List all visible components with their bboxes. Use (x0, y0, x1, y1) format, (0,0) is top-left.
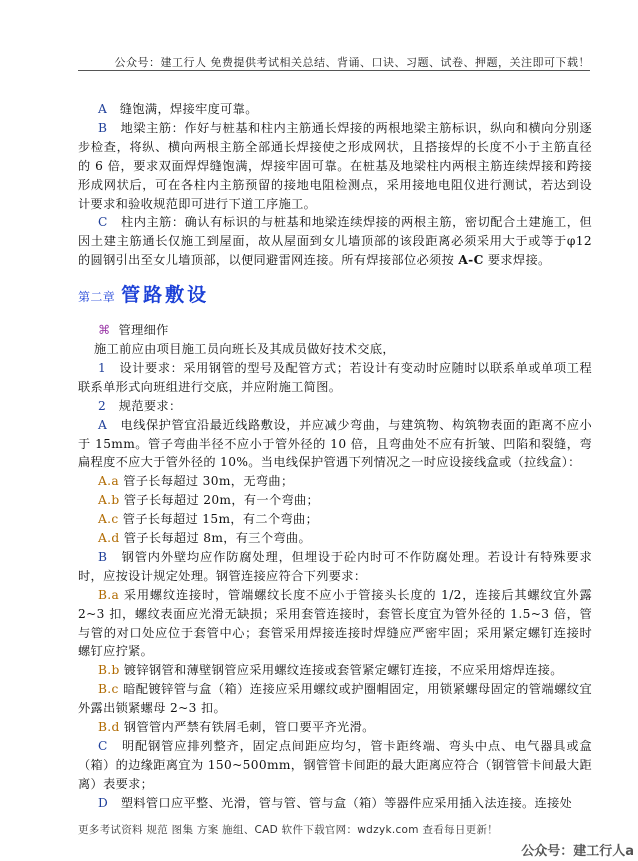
item-label: B.d (98, 720, 120, 735)
rule-b-item (78, 718, 592, 737)
item-label: A (98, 102, 108, 116)
rule-c (78, 737, 592, 794)
item-text: 柱内主筋：确认有标识的与桩基和地梁连续焊接的两根主筋，密切配合土建施工，但因土建主筋通长仅施工到屋面，故从屋面到女儿墙顶部的该段距离必须采用大于或等于φ12 的圆钢引出至女儿墙顶部，以便同避雷网连接。所有焊接部位必须按 (78, 215, 592, 268)
item-label: D (98, 795, 109, 810)
rule-b-item (78, 586, 592, 662)
item-text: 缝饱满，焊接牢度可靠。 (119, 102, 258, 116)
intro-paragraph: 施工前应由项目施工员向班长及其成员做好技术交底， (94, 341, 395, 356)
document-body (78, 100, 592, 813)
item-label: 2 (98, 398, 107, 413)
item-label: 1 (98, 360, 107, 375)
item-text: 设计要求：采用钢管的型号及配管方式；若设计有变动时应随时以联系单或单项工程联系单形式向班组进行交底，并应附施工简图。 (78, 360, 592, 394)
rule-d (78, 794, 592, 813)
item-text: 电线保护管宜沿最近线路敷设，并应减少弯曲，与建筑物、构筑物表面的距离不应小于 15mm。管子弯曲半径不应小于管外径的 10 倍，且弯曲处不应有折皱、凹陷和裂缝，弯扁程度不应大于管外径的 10%。当电线保护管遇下列情况之一时应设接线盒或（拉线盒）： (78, 417, 592, 470)
item-label: B.b (98, 663, 120, 678)
item-text: 要求焊接。 (483, 253, 551, 268)
rule-a-item (78, 491, 592, 510)
requirement-1 (78, 359, 592, 397)
item-label: B.a (98, 587, 120, 602)
item-label: A.b (98, 493, 120, 508)
item-text: 地梁主筋：作好与桩基和柱内主筋通长焊接的两根地梁主筋标识，纵向和横向分别逐步检查，将纵、横向两根主筋全部通长焊接使之形成网状，且搭接焊的长度不小于主筋直径的 6 倍，要求双面焊焊缝饱满，焊接牢固可靠。在桩基及地梁柱内两根主筋连续焊接和跨接形成网状后，可在各柱内主筋预留的接地电阻检测点，采用接地电阻仪进行测试，若达到设计要求和验收规范即可进行下道工序施工。 (78, 120, 592, 211)
paragraph-a (78, 100, 592, 119)
item-label: B (98, 549, 108, 564)
item-label: A.c (98, 512, 119, 527)
header-divider (78, 70, 590, 71)
chapter-heading (78, 286, 592, 307)
item-text: 管子长每超过 15m，有二个弯曲； (122, 512, 319, 527)
watermark: 公众号：建工行人a (521, 844, 634, 859)
item-text: 明配钢管应排列整齐，固定点间距应均匀，管卡距终端、弯头中点、电气器具或盒（箱）的边缘距离宜为 150~500mm，钢管管卡间距的最大距离应符合（钢管管卡间最大距离）表要求； (78, 739, 592, 791)
rule-b-item (78, 661, 592, 680)
rule-a-item (78, 510, 592, 529)
item-label: A (98, 417, 108, 432)
item-label: C (98, 739, 108, 753)
rule-b-item (78, 680, 592, 718)
subsection-heading (78, 321, 592, 340)
item-label: C (98, 215, 108, 230)
item-text: 钢管管内严禁有铁屑毛刺，管口要平齐光滑。 (123, 720, 375, 735)
item-text: 暗配镀锌管与盒（箱）连接应采用螺纹或护圈帽固定，用锁紧螺母固定的管端螺纹宜外露出锁紧螺母 2~3 扣。 (78, 682, 592, 716)
item-label: A.a (98, 474, 119, 489)
item-text: 管子长每超过 30m，无弯曲； (123, 474, 294, 489)
chapter-title: 管路敷设 (121, 284, 210, 307)
item-text: 规范要求： (118, 398, 182, 413)
item-label: B (98, 120, 108, 135)
requirement-2 (78, 397, 592, 416)
rule-a-item (78, 472, 592, 491)
item-text-bold: A-C (458, 253, 484, 268)
item-text: 采用螺纹连接时，管端螺纹长度不应小于管接头长度的 1/2，连接后其螺纹宜外露 2~3 扣，螺纹表面应光滑无缺损；采用套管连接时，套管长度宜为管外径的 1.5~3 倍，管与管的对口处应位于套管中心；套管采用焊接连接时焊缝应严密牢固；采用紧定螺钉连接时螺钉应拧紧。 (78, 587, 592, 659)
item-label: A.d (98, 531, 120, 546)
paragraph-c (78, 213, 592, 270)
item-label: B.c (98, 682, 119, 697)
rule-a (78, 416, 592, 473)
item-text: 塑料管口应平整、光滑，管与管、管与盒（箱）等器件应采用插入法连接。连接处 (120, 795, 573, 810)
page-footer: 更多考试资料 规范 图集 方案 施组、CAD 软件下载官网：wdzyk.com 查看每日更新！ (78, 824, 499, 836)
subsection-title: 管理细作 (118, 323, 169, 338)
rule-b (78, 548, 592, 586)
command-icon: ⌘ (98, 323, 111, 338)
page-header: 公众号：建工行人 免费提供考试相关总结、背诵、口诀、习题、试卷、押题，关注即可下载！ (114, 56, 590, 69)
item-text: 管子长每超过 8m，有三个弯曲。 (123, 531, 311, 546)
chapter-number: 第二章 (78, 290, 116, 305)
item-text: 钢管内外壁均应作防腐处理，但埋设于砼内时可不作防腐处理。若设计有特殊要求时，应按设计规定处理。钢管连接应符合下列要求： (78, 549, 592, 583)
paragraph-b (78, 119, 592, 214)
rule-a-item (78, 529, 592, 548)
item-text: 镀锌钢管和薄壁钢管应采用螺纹连接或套管紧定螺钉连接，不应采用熔焊连接。 (123, 663, 563, 678)
item-text: 管子长每超过 20m，有一个弯曲； (123, 493, 320, 508)
